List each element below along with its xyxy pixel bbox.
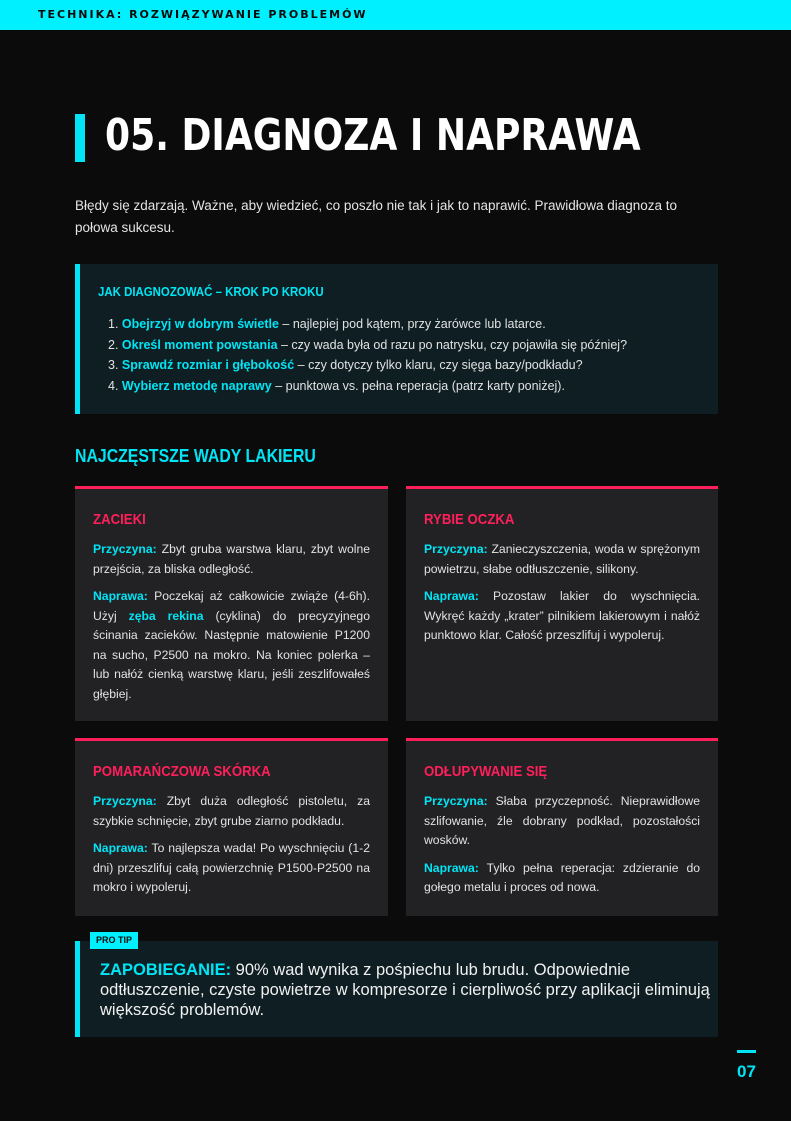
- card-cause: Przyczyna: Zbyt duża odległość pistoletu, za szybkie schnięcie, zbyt grube ziarno podkładu.: [93, 794, 370, 828]
- card-title: ZACIEKI: [93, 511, 146, 528]
- diagnose-steps: [108, 314, 627, 396]
- diagnose-box: [75, 264, 718, 414]
- card-fix: Naprawa: To najlepsza wada! Po wyschnięciu (1-2 dni) przeszlifuj całą powierzchnię P1500-P2500 na mokro i wypoleruj.: [93, 841, 370, 894]
- card-cause: Przyczyna: Słaba przyczepność. Nieprawidłowe szlifowanie, źle dobrany podkład, pozostałości wosków.: [424, 794, 700, 847]
- page-number-accent: [737, 1050, 756, 1053]
- card-fix: Naprawa: Pozostaw lakier do wyschnięcia. Wykręć każdy „krater” pilnikiem lakierowym i nałóż punktowo klar. Całość przeszlifuj i wypoleruj.: [424, 589, 700, 642]
- defect-card-orange-peel: [75, 738, 388, 916]
- page-number: 07: [737, 1062, 756, 1081]
- card-title: POMARAŃCZOWA SKÓRKA: [93, 763, 271, 780]
- card-cause: Przyczyna: Zanieczyszczenia, woda w sprężonym powietrzu, słabe odtłuszczenie, silikony.: [424, 542, 700, 576]
- diagnose-step: 4. Wybierz metodę naprawy – punktowa vs. pełna reperacja (patrz karty poniżej).: [108, 378, 565, 393]
- card-cause: Przyczyna: Zbyt gruba warstwa klaru, zbyt wolne przejścia, za bliska odległość.: [93, 542, 370, 576]
- title-accent-bar: [75, 114, 85, 162]
- card-fix: Naprawa: Poczekaj aż całkowicie zwiąże (4-6h). Użyj zęba rekina (cyklina) do precyzyjnego ścinania zacieków. Następnie matowienie P1200 na sucho, P2500 na mokro. Na koniec polerka – lub nałóż cienką warstwę klaru, jeśli zeszlifowałeś głębiej.: [93, 589, 370, 701]
- diagnose-heading: JAK DIAGNOZOWAĆ – KROK PO KROKU: [98, 284, 324, 299]
- card-title: RYBIE OCZKA: [424, 511, 515, 528]
- header-label: TECHNIKA: ROZWIĄZYWANIE PROBLEMÓW: [38, 8, 368, 21]
- pro-tip-text: ZAPOBIEGANIE: 90% wad wynika z pośpiechu lub brudu. Odpowiednie odtłuszczenie, czyste powietrze w kompresorze i cierpliwość przy aplikacji eliminują większość problemów.: [100, 961, 710, 1019]
- defect-card-peeling: [406, 738, 718, 916]
- section-title: NAJCZĘSTSZE WADY LAKIERU: [75, 446, 316, 466]
- card-fix: Naprawa: Tylko pełna reperacja: zdzieranie do gołego metalu i proces od nowa.: [424, 860, 700, 894]
- page-title: 05. DIAGNOZA I NAPRAWA: [105, 110, 641, 161]
- pro-tip-box: [75, 941, 718, 1037]
- diagnose-step: 2. Określ moment powstania – czy wada była od razu po natrysku, czy pojawiła się później?: [108, 337, 628, 352]
- header-bar: [0, 0, 791, 30]
- diagnose-step: 1. Obejrzyj w dobrym świetle – najlepiej pod kątem, przy żarówce lub latarce.: [108, 317, 546, 331]
- intro-text: Błędy się zdarzają. Ważne, aby wiedzieć, co poszło nie tak i jak to naprawić. Prawidłowa diagnoza to połowa sukcesu.: [75, 198, 678, 235]
- defect-card-runs: [75, 486, 388, 721]
- pro-tip-badge: PRO TIP: [90, 932, 138, 949]
- card-title: ODŁUPYWANIE SIĘ: [424, 763, 548, 780]
- diagnose-step: 3. Sprawdź rozmiar i głębokość – czy dotyczy tylko klaru, czy sięga bazy/podkładu?: [108, 358, 583, 372]
- defect-card-fisheyes: [406, 486, 718, 721]
